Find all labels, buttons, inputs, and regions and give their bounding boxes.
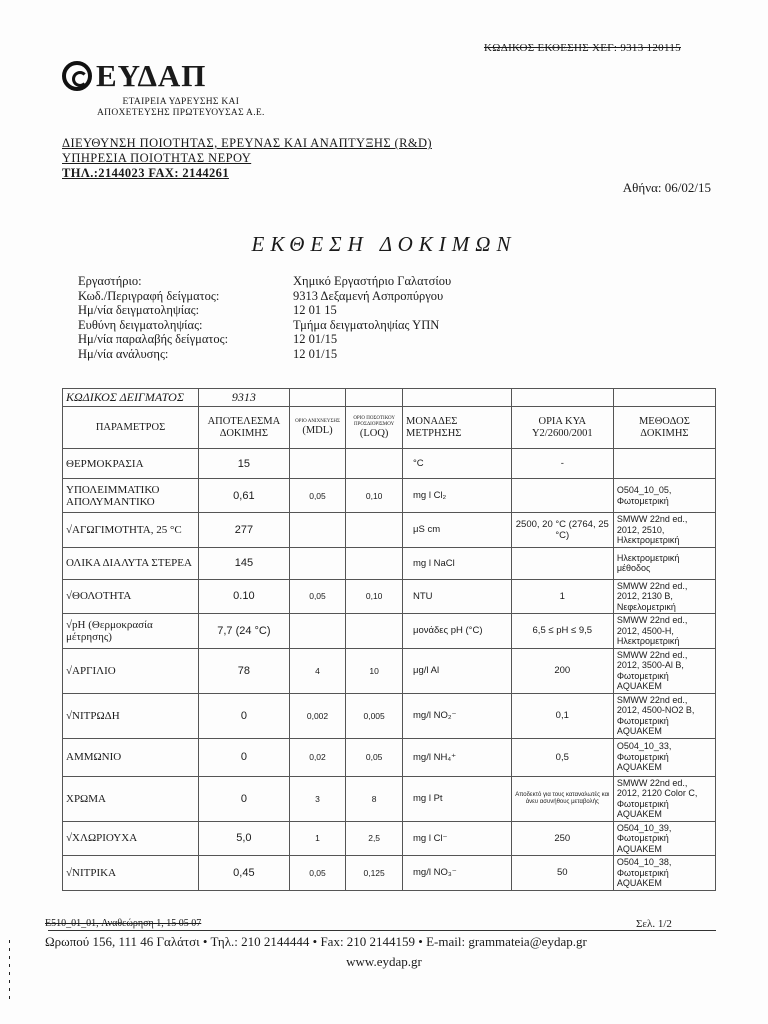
cell-method: SMWW 22nd ed., 2012, 2510, Ηλεκτρομετρική (613, 513, 715, 548)
footer-divider (48, 930, 716, 931)
cell-limit: 6,5 ≤ pH ≤ 9,5 (511, 614, 613, 649)
info-row (78, 318, 451, 333)
footer-address: Ωρωπού 156, 111 46 Γαλάτσι • Τηλ.: 210 2144444 • Fax: 210 2144159 • E-mail: grammateia@eydap.gr (45, 934, 587, 949)
logo-text: ΕΥΔΑΠ (96, 58, 207, 93)
header-param: ΠΑΡΑΜΕΤΡΟΣ (63, 407, 199, 449)
cell-result: 0 (199, 776, 290, 821)
cell-unit: mg/l NO₃⁻ (403, 856, 512, 891)
table-row (63, 614, 716, 649)
info-label: Ημ/νία δειγματοληψίας: (78, 303, 200, 317)
cell-result: 78 (199, 648, 290, 693)
cell-param: ΧΡΩΜΑ (63, 776, 199, 821)
cell-mdl: 0,05 (289, 579, 346, 614)
sample-info (78, 274, 451, 361)
cell-limit: 200 (511, 648, 613, 693)
cell-method: SMWW 22nd ed., 2012, 2130 B, Νεφελομετρική (613, 579, 715, 614)
cell-param: √ΝΙΤΡΩΔΗ (63, 693, 199, 738)
cell-param: ΟΛΙΚΑ ΔΙΑΛΥΤΑ ΣΤΕΡΕΑ (63, 547, 199, 579)
cell-mdl: 0,002 (289, 693, 346, 738)
binder-holes (9, 940, 10, 1000)
header-unit: ΜΟΝΑΔΕΣ ΜΕΤΡΗΣΗΣ (403, 407, 512, 449)
cell-unit: mg l Pt (403, 776, 512, 821)
cell-mdl (289, 614, 346, 649)
cell-unit: μS cm (403, 513, 512, 548)
info-value: 12 01/15 (293, 346, 338, 361)
table-row (63, 547, 716, 579)
report-code: ΚΩΔΙΚΟΣ ΕΚΘΕΣΗΣ ΧΕΓ: 9313 120115 (484, 42, 681, 54)
cell-param: √ΑΓΩΓΙΜΟΤΗΤΑ, 25 °C (63, 513, 199, 548)
cell-result: 0.10 (199, 579, 290, 614)
table-row (63, 856, 716, 891)
header-loq: ΟΡΙΟ ΠΟΣΟΤΙΚΟΥ ΠΡΟΣΔΙΟΡΙΣΜΟΥ (LOQ) (346, 407, 403, 449)
info-label: Ημ/νία παραλαβής δείγματος: (78, 332, 229, 346)
info-label: Ευθύνη δειγματοληψίας: (78, 317, 203, 332)
info-row (78, 303, 451, 318)
info-row (78, 332, 451, 347)
cell-unit: mg l Cl₂ (403, 479, 512, 513)
cell-limit: 0,5 (511, 738, 613, 776)
header-result: ΑΠΟΤΕΛΕΣΜΑ ΔΟΚΙΜΗΣ (199, 407, 290, 449)
company-line-1: ΕΤΑΙΡΕΙΑ ΥΔΡΕΥΣΗΣ ΚΑΙ (122, 97, 240, 107)
cell-limit: 0,1 (511, 693, 613, 738)
cell-param: √ΧΛΩΡΙΟΥΧΑ (63, 821, 199, 856)
cell-unit: NTU (403, 579, 512, 614)
table-row (63, 513, 716, 548)
info-value: 9313 Δεξαμενή Ασπροπύργου (293, 288, 444, 303)
cell-limit: 50 (511, 856, 613, 891)
cell-param: ΘΕΡΜΟΚΡΑΣΙΑ (63, 449, 199, 479)
cell-unit: mg/l NH₄⁺ (403, 738, 512, 776)
cell-loq (346, 547, 403, 579)
info-value: 12 01 15 (293, 303, 337, 317)
table-row (63, 449, 716, 479)
cell-param: √ΘΟΛΟΤΗΤΑ (63, 579, 199, 614)
info-value: Χημικό Εργαστήριο Γαλατσίου (293, 274, 452, 288)
department-block (62, 136, 432, 181)
cell-mdl: 0,05 (289, 479, 346, 513)
header-mdl: ΟΡΙΟ ΑΝΙΧΝΕΥΣΗΣ (MDL) (289, 407, 346, 449)
cell-result: 0,45 (199, 856, 290, 891)
info-row (78, 347, 451, 362)
header-limits: ΟΡΙΑ ΚΥΑ Υ2/2600/2001 (511, 407, 613, 449)
cell-method: SMWW 22nd ed., 2012, 2120 Color C, Φωτομετρική AQUAKEM (613, 776, 715, 821)
cell-mdl (289, 513, 346, 548)
report-date: Αθήνα: 06/02/15 (622, 180, 711, 195)
cell-method: O504_10_05, Φωτομετρική (613, 479, 715, 513)
service-name: ΥΠΗΡΕΣΙΑ ΠΟΙΟΤΗΤΑΣ ΝΕΡΟΥ (62, 151, 252, 165)
cell-loq (346, 449, 403, 479)
info-row (78, 289, 451, 304)
form-revision: E510_01_01, Αναθεώρηση 1, 15 05 07 (45, 918, 202, 929)
cell-result: 0,61 (199, 479, 290, 513)
cell-limit (511, 479, 613, 513)
cell-loq: 0,125 (346, 856, 403, 891)
table-row (63, 821, 716, 856)
cell-method: Ηλεκτρομετρική μέθοδος (613, 547, 715, 579)
table-row (63, 693, 716, 738)
cell-result: 145 (199, 547, 290, 579)
eydap-logo (62, 58, 206, 94)
cell-param: √ΑΡΓΙΛΙΟ (63, 648, 199, 693)
table-row (63, 776, 716, 821)
cell-limit: 1 (511, 579, 613, 614)
table-row (63, 579, 716, 614)
company-name (97, 97, 265, 119)
cell-unit: mg/l NO₂⁻ (403, 693, 512, 738)
cell-loq: 10 (346, 648, 403, 693)
cell-loq: 2,5 (346, 821, 403, 856)
cell-loq (346, 614, 403, 649)
info-value: 12 01/15 (293, 332, 338, 346)
cell-loq: 8 (346, 776, 403, 821)
footer-website: www.eydap.gr (346, 954, 422, 969)
cell-loq: 0,10 (346, 579, 403, 614)
cell-mdl: 0,02 (289, 738, 346, 776)
results-table (62, 388, 716, 891)
cell-result: 0 (199, 738, 290, 776)
cell-loq: 0,05 (346, 738, 403, 776)
info-row (78, 274, 451, 289)
cell-unit: °C (403, 449, 512, 479)
cell-mdl: 4 (289, 648, 346, 693)
cell-param: √ΝΙΤΡΙΚΑ (63, 856, 199, 891)
department-name: ΔΙΕΥΘΥΝΣΗ ΠΟΙΟΤΗΤΑΣ, ΕΡΕΥΝΑΣ ΚΑΙ ΑΝΑΠΤΥΞΗΣ (R&D) (62, 136, 432, 150)
cell-mdl: 0,05 (289, 856, 346, 891)
cell-mdl: 1 (289, 821, 346, 856)
cell-loq: 0,10 (346, 479, 403, 513)
cell-method: O504_10_39, Φωτομετρική AQUAKEM (613, 821, 715, 856)
cell-param: ΥΠΟΛΕΙΜΜΑΤΙΚΟ ΑΠΟΛΥΜΑΝΤΙΚΟ (63, 479, 199, 513)
cell-unit: μονάδες pH (°C) (403, 614, 512, 649)
eydap-logo-icon (62, 61, 92, 91)
info-label: Εργαστήριο: (78, 274, 142, 288)
cell-limit: 250 (511, 821, 613, 856)
cell-mdl (289, 547, 346, 579)
cell-method: O504_10_33, Φωτομετρική AQUAKEM (613, 738, 715, 776)
cell-unit: mg l Cl⁻ (403, 821, 512, 856)
info-label: Κωδ./Περιγραφή δείγματος: (78, 288, 220, 303)
cell-method: SMWW 22nd ed., 2012, 4500-NO2 B, Φωτομετρική AQUAKEM (613, 693, 715, 738)
cell-limit (511, 547, 613, 579)
cell-result: 0 (199, 693, 290, 738)
table-row (63, 479, 716, 513)
header-method: ΜΕΘΟΔΟΣ ΔΟΚΙΜΗΣ (613, 407, 715, 449)
cell-result: 7,7 (24 °C) (199, 614, 290, 649)
cell-param: ΑΜΜΩΝΙΟ (63, 738, 199, 776)
sample-code-label: ΚΩΔΙΚΟΣ ΔΕΙΓΜΑΤΟΣ (63, 389, 199, 407)
page-title: ΕΚΘΕΣΗ ΔΟΚΙΜΩΝ (251, 232, 517, 256)
cell-param: √pH (Θερμοκρασία μέτρησης) (63, 614, 199, 649)
cell-result: 5,0 (199, 821, 290, 856)
sample-code-value: 9313 (199, 389, 290, 407)
cell-unit: μg/l Al (403, 648, 512, 693)
cell-mdl: 3 (289, 776, 346, 821)
cell-method: SMWW 22nd ed., 2012, 4500-H, Ηλεκτρομετρική (613, 614, 715, 649)
info-value: Τμήμα δειγματοληψίας ΥΠΝ (293, 317, 440, 332)
cell-mdl (289, 449, 346, 479)
cell-limit: - (511, 449, 613, 479)
contact-numbers: ΤΗΛ.:2144023 FAX: 2144261 (62, 166, 229, 180)
cell-unit: mg l NaCl (403, 547, 512, 579)
info-label: Ημ/νία ανάλυσης: (78, 346, 169, 361)
table-row (63, 648, 716, 693)
cell-loq: 0,005 (346, 693, 403, 738)
cell-limit: 2500, 20 °C (2764, 25 °C) (511, 513, 613, 548)
cell-result: 15 (199, 449, 290, 479)
company-line-2: ΑΠΟΧΕΤΕΥΣΗΣ ΠΡΩΤΕΥΟΥΣΑΣ Α.Ε. (97, 108, 265, 118)
table-row (63, 738, 716, 776)
cell-result: 277 (199, 513, 290, 548)
cell-limit: Αποδεκτό για τους καταναλωτές και άνευ ασυνήθους μεταβολής (511, 776, 613, 821)
cell-method: SMWW 22nd ed., 2012, 3500-Al B, Φωτομετρική AQUAKEM (613, 648, 715, 693)
cell-loq (346, 513, 403, 548)
cell-method: O504_10_38, Φωτομετρική AQUAKEM (613, 856, 715, 891)
cell-method (613, 449, 715, 479)
page-number: Σελ. 1/2 (636, 918, 672, 930)
